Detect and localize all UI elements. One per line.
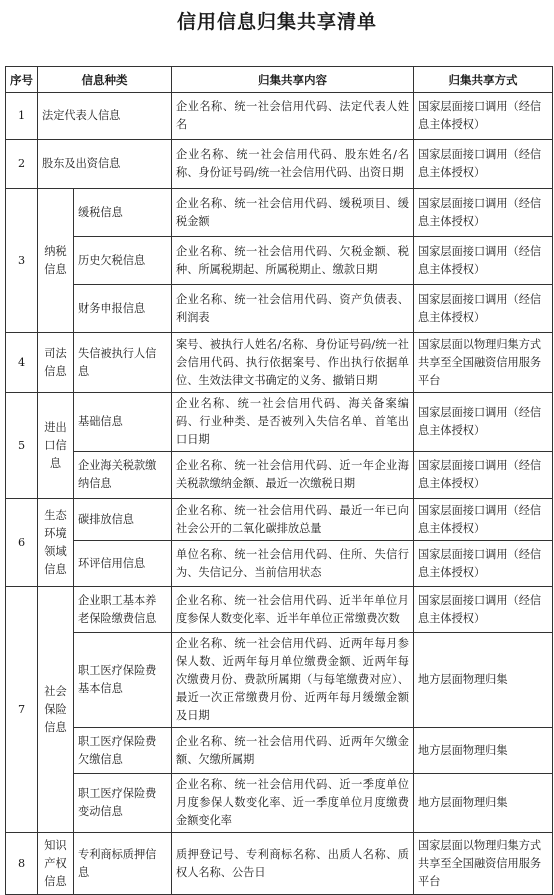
- info-subcategory: 职工医疗保险费基本信息: [74, 633, 172, 728]
- share-content: 企业名称、统一社会信用代码、法定代表人姓名: [172, 93, 414, 140]
- table-row: [6, 393, 553, 452]
- row-number: 7: [6, 587, 38, 833]
- row-number: 5: [6, 393, 38, 499]
- table-row: [6, 499, 553, 541]
- table-row: [6, 833, 553, 895]
- info-category: 司法信息: [38, 333, 74, 393]
- share-content: 企业名称、统一社会信用代码、近一季度单位月度参保人数变化率、近一季度单位月度缴费金额变化率: [172, 774, 414, 833]
- share-method: 国家层面接口调用（经信息主体授权）: [414, 93, 553, 140]
- info-subcategory: 职工医疗保险费变动信息: [74, 774, 172, 833]
- share-content: 企业名称、统一社会信用代码、近一年企业海关税款缴纳金额、最近一次缴税日期: [172, 452, 414, 499]
- share-content: 企业名称、统一社会信用代码、近两年每月参保人数、近两年每月单位缴费金额、近两年每次缴费月份、费款所属期（与每笔缴费对应）、最近一次正常缴费月份、近两年每月缓缴金额及日期: [172, 633, 414, 728]
- document-title: 信用信息归集共享清单: [176, 11, 377, 33]
- share-content: 企业名称、统一社会信用代码、近两年欠缴金额、欠缴所属期: [172, 728, 414, 774]
- share-method: 国家层面以物理归集方式共享至全国融资信用服务平台: [414, 833, 553, 895]
- header-content: 归集共享内容: [172, 67, 414, 93]
- info-category: 股东及出资信息: [38, 140, 172, 189]
- share-method: 国家层面接口调用（经信息主体授权）: [414, 499, 553, 541]
- info-subcategory: 碳排放信息: [74, 499, 172, 541]
- share-content: 企业名称、统一社会信用代码、欠税金额、税种、所属税期起、所属税期止、缴款日期: [172, 237, 414, 285]
- share-method: 国家层面接口调用（经信息主体授权）: [414, 452, 553, 499]
- share-content: 企业名称、统一社会信用代码、最近一年已向社会公开的二氧化碳排放总量: [172, 499, 414, 541]
- info-subcategory: 缓税信息: [74, 189, 172, 237]
- row-number: 6: [6, 499, 38, 587]
- table-row: [6, 728, 553, 774]
- header-method: 归集共享方式: [414, 67, 553, 93]
- share-content: 质押登记号、专利商标名称、出质人名称、质权人名称、公告日: [172, 833, 414, 895]
- share-content: 企业名称、统一社会信用代码、缓税项目、缓税金额: [172, 189, 414, 237]
- table-row: [6, 452, 553, 499]
- share-method: 地方层面物理归集: [414, 728, 553, 774]
- info-subcategory: 企业海关税款缴纳信息: [74, 452, 172, 499]
- share-content: 案号、被执行人姓名/名称、身份证号码/统一社会信用代码、执行依据案号、作出执行依据单位、生效法律文书确定的义务、撤销日期: [172, 333, 414, 393]
- row-number: 3: [6, 189, 38, 333]
- table-row: [6, 189, 553, 237]
- info-category: 法定代表人信息: [38, 93, 172, 140]
- share-method: 地方层面物理归集: [414, 774, 553, 833]
- info-subcategory: 基础信息: [74, 393, 172, 452]
- row-number: 1: [6, 93, 38, 140]
- info-subcategory: 历史欠税信息: [74, 237, 172, 285]
- info-subcategory: 财务申报信息: [74, 285, 172, 333]
- share-method: 国家层面接口调用（经信息主体授权）: [414, 189, 553, 237]
- share-content: 企业名称、统一社会信用代码、近半年单位月度参保人数变化率、近半年单位正常缴费次数: [172, 587, 414, 633]
- info-category: 纳税信息: [38, 189, 74, 333]
- share-content: 企业名称、统一社会信用代码、海关备案编码、行业种类、是否被列入失信名单、首笔出口日期: [172, 393, 414, 452]
- share-method: 国家层面接口调用（经信息主体授权）: [414, 393, 553, 452]
- share-method: 地方层面物理归集: [414, 633, 553, 728]
- info-subcategory: 职工医疗保险费欠缴信息: [74, 728, 172, 774]
- share-content: 单位名称、统一社会信用代码、住所、失信行为、失信记分、当前信用状态: [172, 541, 414, 587]
- table-row: [6, 541, 553, 587]
- table-row: [6, 237, 553, 285]
- share-method: 国家层面接口调用（经信息主体授权）: [414, 237, 553, 285]
- info-subcategory: 环评信用信息: [74, 541, 172, 587]
- share-method: 国家层面以物理归集方式共享至全国融资信用服务平台: [414, 333, 553, 393]
- info-category: 生态环境领域信息: [38, 499, 74, 587]
- share-method: 国家层面接口调用（经信息主体授权）: [414, 541, 553, 587]
- credit-info-table: [5, 66, 553, 895]
- header-no: 序号: [6, 67, 38, 93]
- table-row: [6, 774, 553, 833]
- info-category: 社会保险信息: [38, 587, 74, 833]
- share-content: 企业名称、统一社会信用代码、资产负债表、利润表: [172, 285, 414, 333]
- share-method: 国家层面接口调用（经信息主体授权）: [414, 285, 553, 333]
- table-row: [6, 93, 553, 140]
- info-subcategory: 失信被执行人信息: [74, 333, 172, 393]
- share-method: 国家层面接口调用（经信息主体授权）: [414, 587, 553, 633]
- table-row: [6, 633, 553, 728]
- table-row: [6, 333, 553, 393]
- table-row: [6, 285, 553, 333]
- row-number: 2: [6, 140, 38, 189]
- table-row: [6, 140, 553, 189]
- row-number: 8: [6, 833, 38, 895]
- info-subcategory: 企业职工基本养老保险缴费信息: [74, 587, 172, 633]
- info-subcategory: 专利商标质押信息: [74, 833, 172, 895]
- share-content: 企业名称、统一社会信用代码、股东姓名/名称、身份证号码/统一社会信用代码、出资日期: [172, 140, 414, 189]
- row-number: 4: [6, 333, 38, 393]
- header-category: 信息种类: [38, 67, 172, 93]
- info-category: 进出口信息: [38, 393, 74, 499]
- info-category: 知识产权信息: [38, 833, 74, 895]
- table-header-row: [6, 67, 553, 93]
- table-row: [6, 587, 553, 633]
- share-method: 国家层面接口调用（经信息主体授权）: [414, 140, 553, 189]
